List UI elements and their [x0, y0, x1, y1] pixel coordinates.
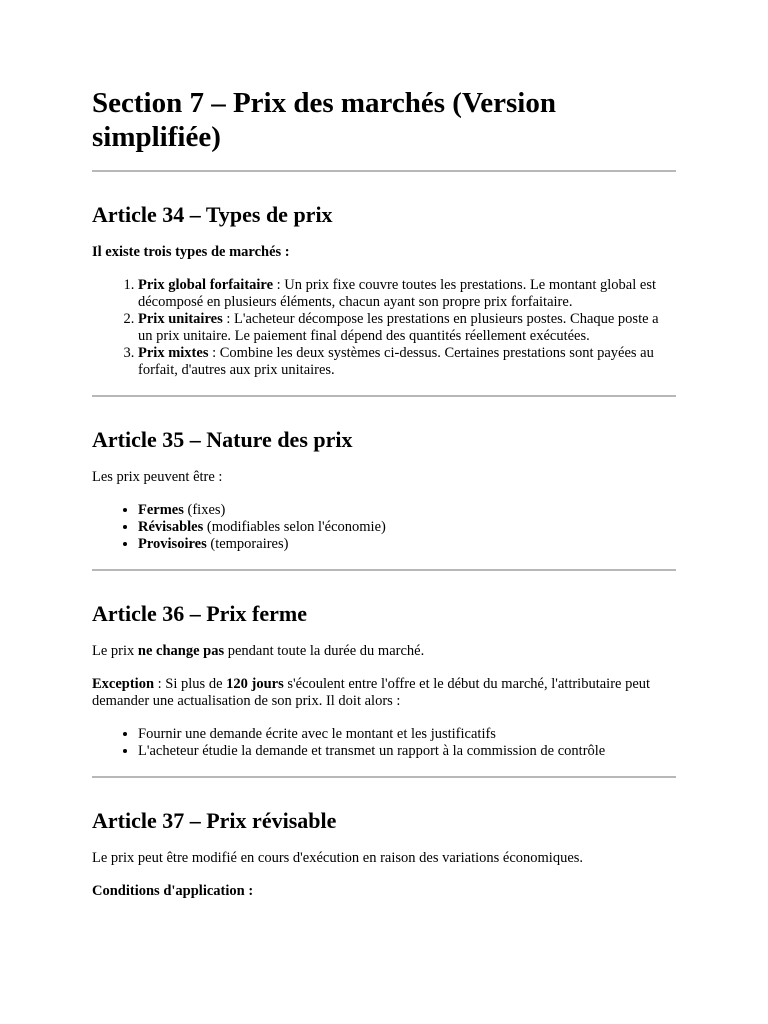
list-item: • Fermes (fixes) [138, 502, 676, 519]
article-34-title: Article 34 – Types de prix [92, 202, 333, 227]
article-34-list [92, 277, 676, 379]
list-item: • Provisoires (temporaires) [138, 536, 676, 553]
article-37-paragraph: Le prix peut être modifié en cours d'exécution en raison des variations économiques. [92, 850, 584, 866]
list-item: • Révisables (modifiables selon l'économie) [138, 519, 676, 536]
list-item: 1. Prix global forfaitaire : Un prix fixe couvre toutes les prestations. Le montant global est décomposé en plusieurs éléments, chacun ayant son propre prix forfaitaire. [138, 277, 676, 311]
divider [92, 776, 676, 778]
list-item: • L'acheteur étudie la demande et transmet un rapport à la commission de contrôle [138, 743, 676, 760]
divider [92, 569, 676, 571]
divider [92, 395, 676, 397]
article-37-conditions: Conditions d'application : [92, 883, 254, 899]
article-35-title: Article 35 – Nature des prix [92, 427, 353, 452]
article-35-intro: Les prix peuvent être : [92, 469, 223, 485]
section-title: Section 7 – Prix des marchés (Version simplifiée) [92, 87, 556, 153]
article-36-list [92, 726, 676, 760]
article-36-paragraph: Le prix ne change pas pendant toute la durée du marché. [92, 643, 425, 659]
article-37-title: Article 37 – Prix révisable [92, 808, 337, 833]
list-item: 2. Prix unitaires : L'acheteur décompose les prestations en plusieurs postes. Chaque poste a un prix unitaire. Le paiement final dépend des quantités réellement exécutées. [138, 311, 676, 345]
list-item: • Fournir une demande écrite avec le montant et les justificatifs [138, 726, 676, 743]
article-34-intro: Il existe trois types de marchés : [92, 244, 290, 260]
article-36-exception: Exception : Si plus de 120 jours s'écoulent entre l'offre et le début du marché, l'attributaire peut demander une actualisation de son prix. Il doit alors : [92, 676, 651, 709]
list-item: 3. Prix mixtes : Combine les deux systèmes ci-dessus. Certaines prestations sont payées au forfait, d'autres aux prix unitaires. [138, 345, 676, 379]
article-35-list [92, 502, 676, 553]
article-36-title: Article 36 – Prix ferme [92, 601, 307, 626]
divider [92, 170, 676, 172]
